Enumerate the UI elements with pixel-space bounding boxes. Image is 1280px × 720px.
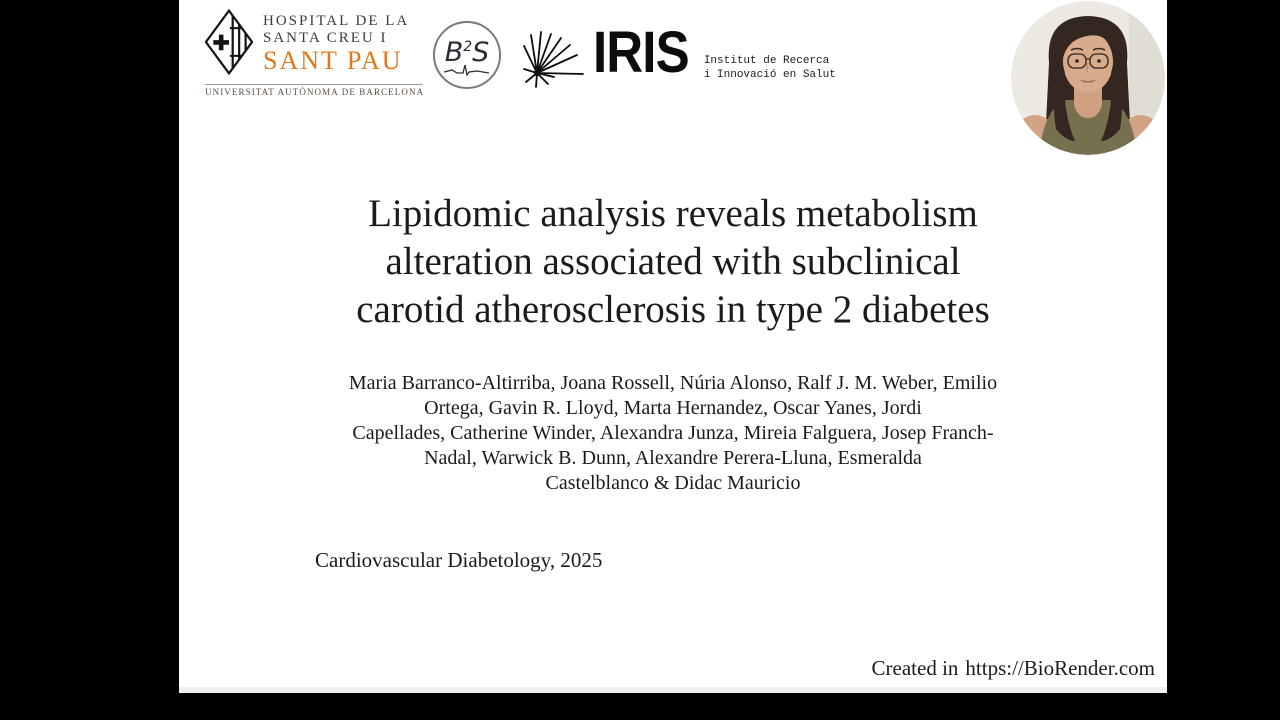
journal-line: Cardiovascular Diabetology, 2025 <box>315 548 603 572</box>
santpau-line3: SANT PAU <box>263 46 403 75</box>
iris-subtitle-line2: i Innovació en Salut <box>703 68 836 81</box>
santpau-logo-top <box>205 8 423 81</box>
iris-subtitle <box>704 55 836 82</box>
santpau-caption: UNIVERSITAT AUTÒNOMA DE BARCELONA <box>205 87 425 97</box>
logo-b2s <box>433 21 501 89</box>
santpau-crest-icon <box>205 8 253 81</box>
authors-line-2: Ortega, Gavin R. Lloyd, Marta Hernandez, Oscar Yanes, Jordi <box>424 397 922 419</box>
credit-prefix: Created in <box>871 656 959 680</box>
title-line-3: carotid atherosclerosis in type 2 diabetes <box>356 288 990 331</box>
authors-block <box>179 371 1167 496</box>
biorender-credit <box>872 656 1155 681</box>
iris-starburst-icon <box>523 31 587 89</box>
logo-santpau <box>205 8 423 97</box>
iris-wordmark: IRIS <box>593 20 689 85</box>
title-line-1: Lipidomic analysis reveals metabolism <box>368 192 978 235</box>
presenter-avatar-image <box>1011 1 1165 155</box>
title-line-2: alteration associated with subclinical <box>385 240 961 283</box>
b2s-letters: $B^2S$ <box>444 37 490 68</box>
santpau-divider <box>205 84 423 85</box>
authors-line-3: Capellades, Catherine Winder, Alexandra Junza, Mireia Falguera, Josep Franch- <box>352 422 994 444</box>
authors-line-5: Castelblanco & Didac Mauricio <box>545 472 801 494</box>
authors-line-4: Nadal, Warwick B. Dunn, Alexandre Perera-Lluna, Esmeralda <box>424 447 922 469</box>
b2s-ecg-icon <box>444 64 490 76</box>
presentation-slide <box>179 0 1167 693</box>
santpau-line1: HOSPITAL DE LA <box>263 13 410 29</box>
iris-subtitle-line1: Institut de Recerca <box>703 55 830 67</box>
logo-iris <box>523 20 836 89</box>
credit-url: https://BioRender.com <box>965 656 1155 680</box>
santpau-line2: SANTA CREU I <box>263 30 388 46</box>
presenter-webcam <box>1011 1 1165 155</box>
authors-line-1: Maria Barranco-Altirriba, Joana Rossell, Núria Alonso, Ralf J. M. Weber, Emilio <box>348 372 998 394</box>
slide-title <box>179 190 1167 334</box>
santpau-wordmark <box>263 8 409 75</box>
